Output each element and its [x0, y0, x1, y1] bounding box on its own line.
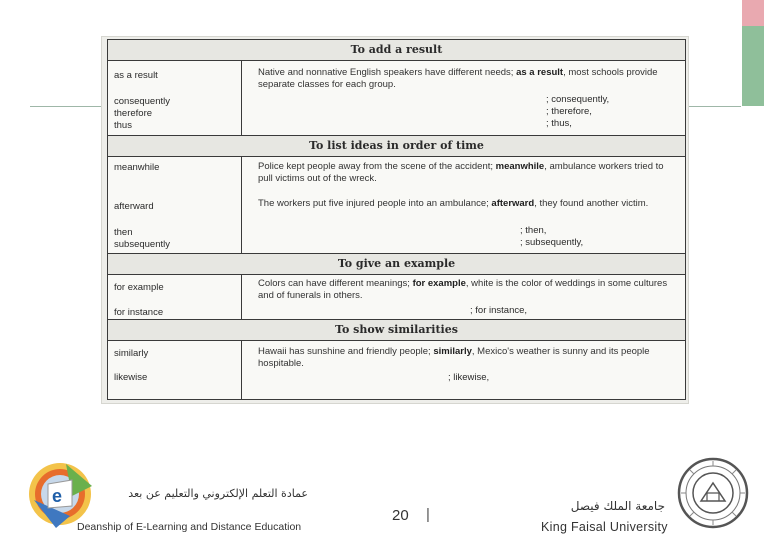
section-header-time: To list ideas in order of time: [108, 136, 685, 157]
deanship-english-name: Deanship of E-Learning and Distance Education: [77, 521, 302, 533]
example-text: Hawaii has sunshine and friendly people; similarly, Mexico's weather is sunny and its people hospitable.: [258, 346, 650, 369]
punct-likewise: ; likewise,: [448, 372, 490, 383]
punct-therefore: ; therefore,: [546, 106, 592, 117]
deanship-arabic-name: عمادة التعلم الإلكتروني والتعليم عن بعد: [128, 487, 308, 500]
scanned-table-image: [101, 36, 689, 404]
word-afterward: afterward: [114, 201, 154, 212]
corner-accent-bar: [742, 0, 764, 106]
page-number: 20: [392, 507, 409, 524]
university-seal-icon: [677, 457, 749, 529]
corner-accent-pink: [742, 0, 764, 26]
word-similarly: similarly: [114, 348, 149, 359]
word-likewise: likewise: [114, 372, 148, 383]
svg-text:e: e: [52, 486, 63, 506]
word-consequently: consequently: [114, 96, 170, 107]
examples-column: [242, 341, 685, 399]
section-similarities: [108, 341, 685, 399]
page-separator: |: [426, 506, 430, 523]
punct-then: ; then,: [520, 225, 547, 236]
example-text: Native and nonnative English speakers have different needs; as a result, most schools provide separate classes for each group.: [258, 67, 658, 90]
word-meanwhile: meanwhile: [114, 162, 160, 173]
word-thus: thus: [114, 120, 132, 131]
words-column: [108, 275, 242, 319]
example-text-2: The workers put five injured people into an ambulance; afterward, they found another victim.: [258, 198, 649, 209]
word-subsequently: subsequently: [114, 239, 170, 250]
words-column: [108, 157, 242, 253]
punct-thus: ; thus,: [546, 118, 572, 129]
header-rule-right: [689, 106, 741, 107]
words-column: [108, 61, 242, 135]
section-header-result: To add a result: [108, 40, 685, 61]
punct-consequently: ; consequently,: [546, 94, 610, 105]
university-english-name: King Faisal University: [541, 520, 668, 534]
university-arabic-name: جامعة الملك فيصل: [570, 499, 665, 513]
section-header-similarities: To show similarities: [108, 320, 685, 341]
section-example: [108, 275, 685, 320]
header-rule-left: [30, 106, 102, 107]
example-text-1: Police kept people away from the scene of the accident; meanwhile, ambulance workers tried to pull victims out of the wreck.: [258, 161, 664, 184]
punct-subsequently: ; subsequently,: [520, 237, 584, 248]
punct-for-instance: ; for instance,: [470, 305, 528, 316]
example-text: Colors can have different meanings; for example, white is the color of weddings in some cultures and of funerals in others.: [258, 278, 668, 301]
word-for-example: for example: [114, 282, 164, 293]
words-column: [108, 341, 242, 399]
examples-column: [242, 157, 685, 253]
examples-column: [242, 61, 685, 135]
word-therefore: therefore: [114, 108, 153, 119]
section-header-example: To give an example: [108, 254, 685, 275]
section-result: [108, 61, 685, 136]
section-time: [108, 157, 685, 254]
transitions-table: [107, 39, 686, 400]
examples-column: [242, 275, 685, 319]
word-as-a-result: as a result: [114, 70, 158, 81]
word-for-instance: for instance: [114, 307, 164, 318]
word-then: then: [114, 227, 133, 238]
